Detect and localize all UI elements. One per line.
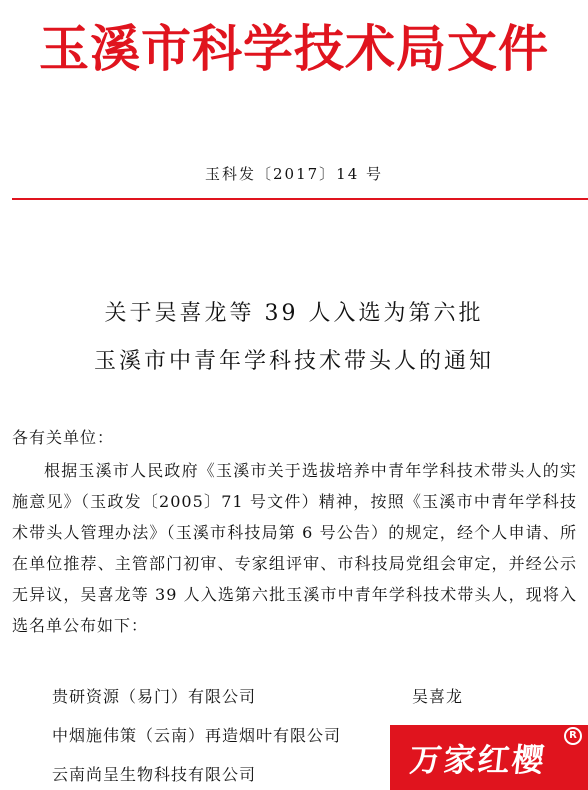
agency-title: 玉溪市科学技术局文件 [39, 20, 549, 78]
document-number: 玉科发〔2017〕14 号 [204, 165, 384, 183]
watermark-logo [390, 725, 588, 790]
entry-person-name: 吴喜龙 [412, 687, 464, 706]
body-paragraph: 根据玉溪市人民政府《玉溪市关于选拔培养中青年学科技术带头人的实施意见》（玉政发〔2005〕71 号文件）精神，按照《玉溪市中青年学科技术带头人管理办法》（玉溪市科技局第 6 号公告）的规定，经个人申请、所在单位推荐、主管部门初审、专家组评审、市科技局党组会审定，并经公示无异议，吴喜龙等 39 人入选第六批玉溪市中青年学科技术带头人，现将入选名单公布如下： [12, 461, 577, 635]
notice-title-line-1: 关于吴喜龙等 39 人入选为第六批 [104, 301, 484, 326]
red-divider-line [12, 198, 588, 200]
watermark-text: 万家红樱 [407, 741, 548, 779]
entry-unit: 贵研资源（易门）有限公司 [52, 687, 257, 706]
notice-title-line-2: 玉溪市中青年学科技术带头人的通知 [93, 349, 494, 374]
salutation: 各有关单位： [12, 428, 115, 447]
entry-unit: 中烟施伟策（云南）再造烟叶有限公司 [52, 726, 342, 745]
entry-unit: 云南尚呈生物科技有限公司 [52, 765, 257, 784]
registered-trademark-icon: R [564, 727, 582, 745]
